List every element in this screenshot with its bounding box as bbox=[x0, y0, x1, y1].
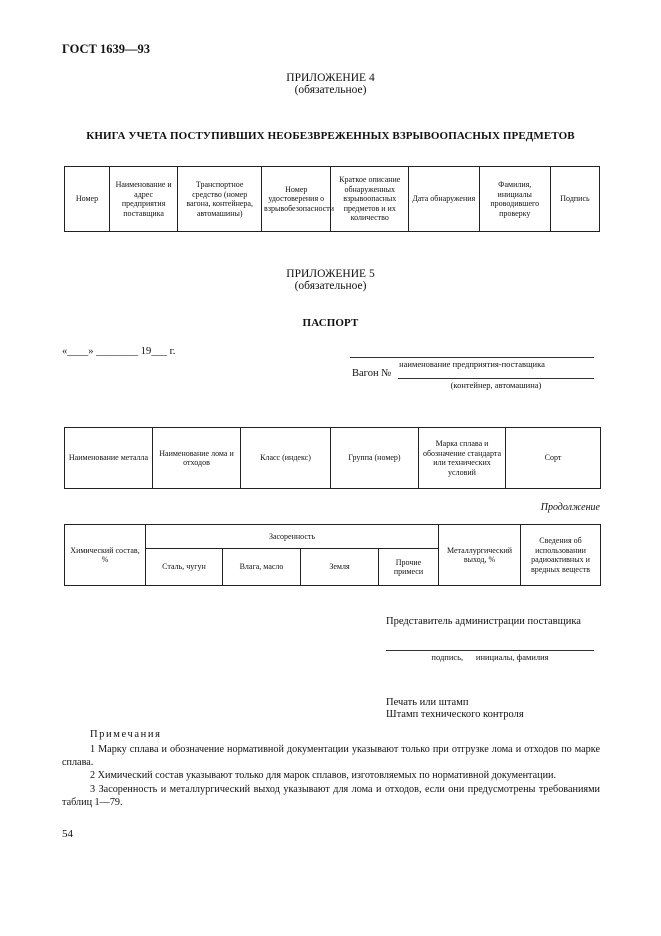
passport-table bbox=[64, 427, 601, 489]
passport-col-metal: Наименование металла bbox=[65, 428, 153, 489]
technical-control-stamp-label: Штамп технического контроля bbox=[386, 709, 524, 720]
passport-col-scrap: Наименование лома и отходов bbox=[153, 428, 241, 489]
wagon-caption: (контейнер, автомашина) bbox=[450, 380, 542, 390]
cont-col-chem: Химический состав, % bbox=[65, 525, 146, 586]
signature-line bbox=[386, 650, 594, 651]
passport-col-class: Класс (индекс) bbox=[241, 428, 331, 489]
passport-col-grade: Сорт bbox=[506, 428, 601, 489]
cont-sub-other: Прочие примеси bbox=[379, 549, 439, 586]
document-header: ГОСТ 1639—93 bbox=[62, 42, 151, 56]
cont-sub-moisture: Влага, масло bbox=[223, 549, 301, 586]
register-table bbox=[64, 166, 600, 232]
notes-list bbox=[62, 743, 600, 809]
register-col-transport: Транспортное средство (номер вагона, контейнера, автомашины) bbox=[178, 167, 262, 232]
register-col-signature: Подпись bbox=[550, 167, 599, 232]
signature-caption: подпись, инициалы, фамилия bbox=[431, 652, 549, 662]
cont-col-contamination: Засоренность bbox=[146, 525, 439, 549]
enterprise-caption: наименование предприятия-поставщика bbox=[399, 359, 545, 369]
cont-col-radio: Сведения об использовании радиоактивных и вредных веществ bbox=[521, 525, 601, 586]
register-col-inspector: Фамилия, инициалы проводившего проверку bbox=[479, 167, 550, 232]
continuation-table bbox=[64, 524, 601, 586]
representative-label: Представитель администрации поставщика bbox=[386, 616, 581, 627]
passport-col-group: Группа (номер) bbox=[331, 428, 419, 489]
register-col-description: Краткое описание обнаруженных взрывоопасных предметов и их количество bbox=[331, 167, 409, 232]
appendix5-title: ПРИЛОЖЕНИЕ 5 bbox=[286, 268, 375, 280]
note-item: 1 Марку сплава и обозначение нормативной документации указывают только при отгрузке лома и отходов по марке сплава. bbox=[62, 744, 600, 769]
appendix4-note: (обязательное) bbox=[294, 84, 367, 96]
book-title: КНИГА УЧЕТА ПОСТУПИВШИХ НЕОБЕЗВРЕЖЕННЫХ ВЗРЫВООПАСНЫХ ПРЕДМЕТОВ bbox=[86, 130, 575, 142]
cont-sub-soil: Земля bbox=[301, 549, 379, 586]
appendix4-title: ПРИЛОЖЕНИЕ 4 bbox=[286, 72, 375, 84]
cont-col-yield: Металлургический выход, % bbox=[439, 525, 521, 586]
passport-title: ПАСПОРТ bbox=[302, 317, 359, 329]
register-col-number: Номер bbox=[65, 167, 110, 232]
page-number: 54 bbox=[62, 828, 73, 840]
wagon-line bbox=[398, 378, 594, 379]
note-item: 3 Засоренность и металлургический выход указывают для лома и отходов, если они предусмотрены требованиями таблиц 1—79. bbox=[62, 783, 600, 808]
enterprise-line bbox=[350, 357, 594, 358]
note-item: 2 Химический состав указывают только для марок сплавов, изготовляемых по нормативной документации. bbox=[90, 770, 557, 782]
date-line: «____» ________ 19___ г. bbox=[62, 346, 176, 357]
passport-col-alloy: Марка сплава и обозначение стандарта или технических условий bbox=[419, 428, 506, 489]
notes-title: Примечания bbox=[90, 729, 162, 740]
wagon-label: Вагон № bbox=[352, 368, 392, 379]
register-col-certificate: Номер удостоверения о взрывобезопасности bbox=[262, 167, 331, 232]
appendix5-note: (обязательное) bbox=[294, 280, 367, 292]
cont-sub-steel: Сталь, чугун bbox=[146, 549, 223, 586]
stamp-label: Печать или штамп bbox=[386, 697, 469, 708]
continuation-label: Продолжение bbox=[540, 502, 600, 513]
register-col-date: Дата обнаружения bbox=[409, 167, 479, 232]
register-col-supplier: Наименование и адрес предприятия поставщика bbox=[109, 167, 177, 232]
